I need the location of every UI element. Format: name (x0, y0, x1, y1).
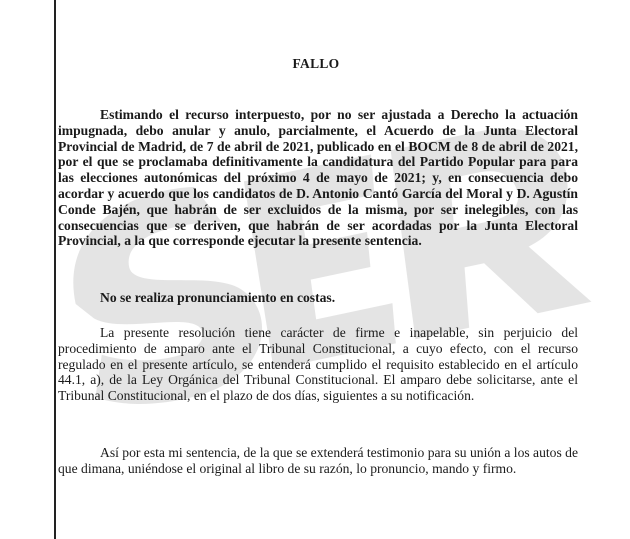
ruling-paragraph-main: Estimando el recurso interpuesto, por no ser ajustada a Derecho la actuación impugnada, debo anular y anulo, parcialmente, el Acuerdo de la Junta Electoral Provincial de Madrid, de 7 de abril de 2021, publicado en el BOCM de 8 de abril de 2021, por el que se proclamaba definitivamente la candidatura del Partido Popular para para las elecciones autonómicas del próximo 4 de mayo de 2021; y, en consecuencia debo acordar y acuerdo que los candidatos de D. Antonio Cantó García del Moral y D. Agustín Conde Bajén, que habrán de ser excluidos de la misma, por ser inelegibles, con las consecuencias que se deriven, que habrán de ser acordadas por la Junta Electoral Provincial, a la que corresponde ejecutar la presente sentencia. (58, 107, 578, 249)
ruling-heading: FALLO (292, 56, 340, 71)
ruling-paragraph-closing: Así por esta mi sentencia, de la que se extenderá testimonio para su unión a los autos de que dimana, uniéndose el original al libro de su razón, lo pronuncio, mando y firmo. (58, 445, 578, 476)
ruling-paragraph-appeal: La presente resolución tiene carácter de firme e inapelable, sin perjuicio del procedimiento de amparo ante el Tribunal Constitucional, a cuyo efecto, con el recurso regulado en el presente artículo, se entenderá cumplido el requisito establecido en el artículo 44.1, a), de la Ley Orgánica del Tribunal Constitucional. El amparo debe solicitarse, ante el Tribunal Constitucional, en el plazo de dos días, siguientes a su notificación. (58, 325, 578, 404)
left-margin-rule (54, 0, 56, 539)
ruling-paragraph-costs: No se realiza pronunciamiento en costas. (100, 290, 336, 305)
